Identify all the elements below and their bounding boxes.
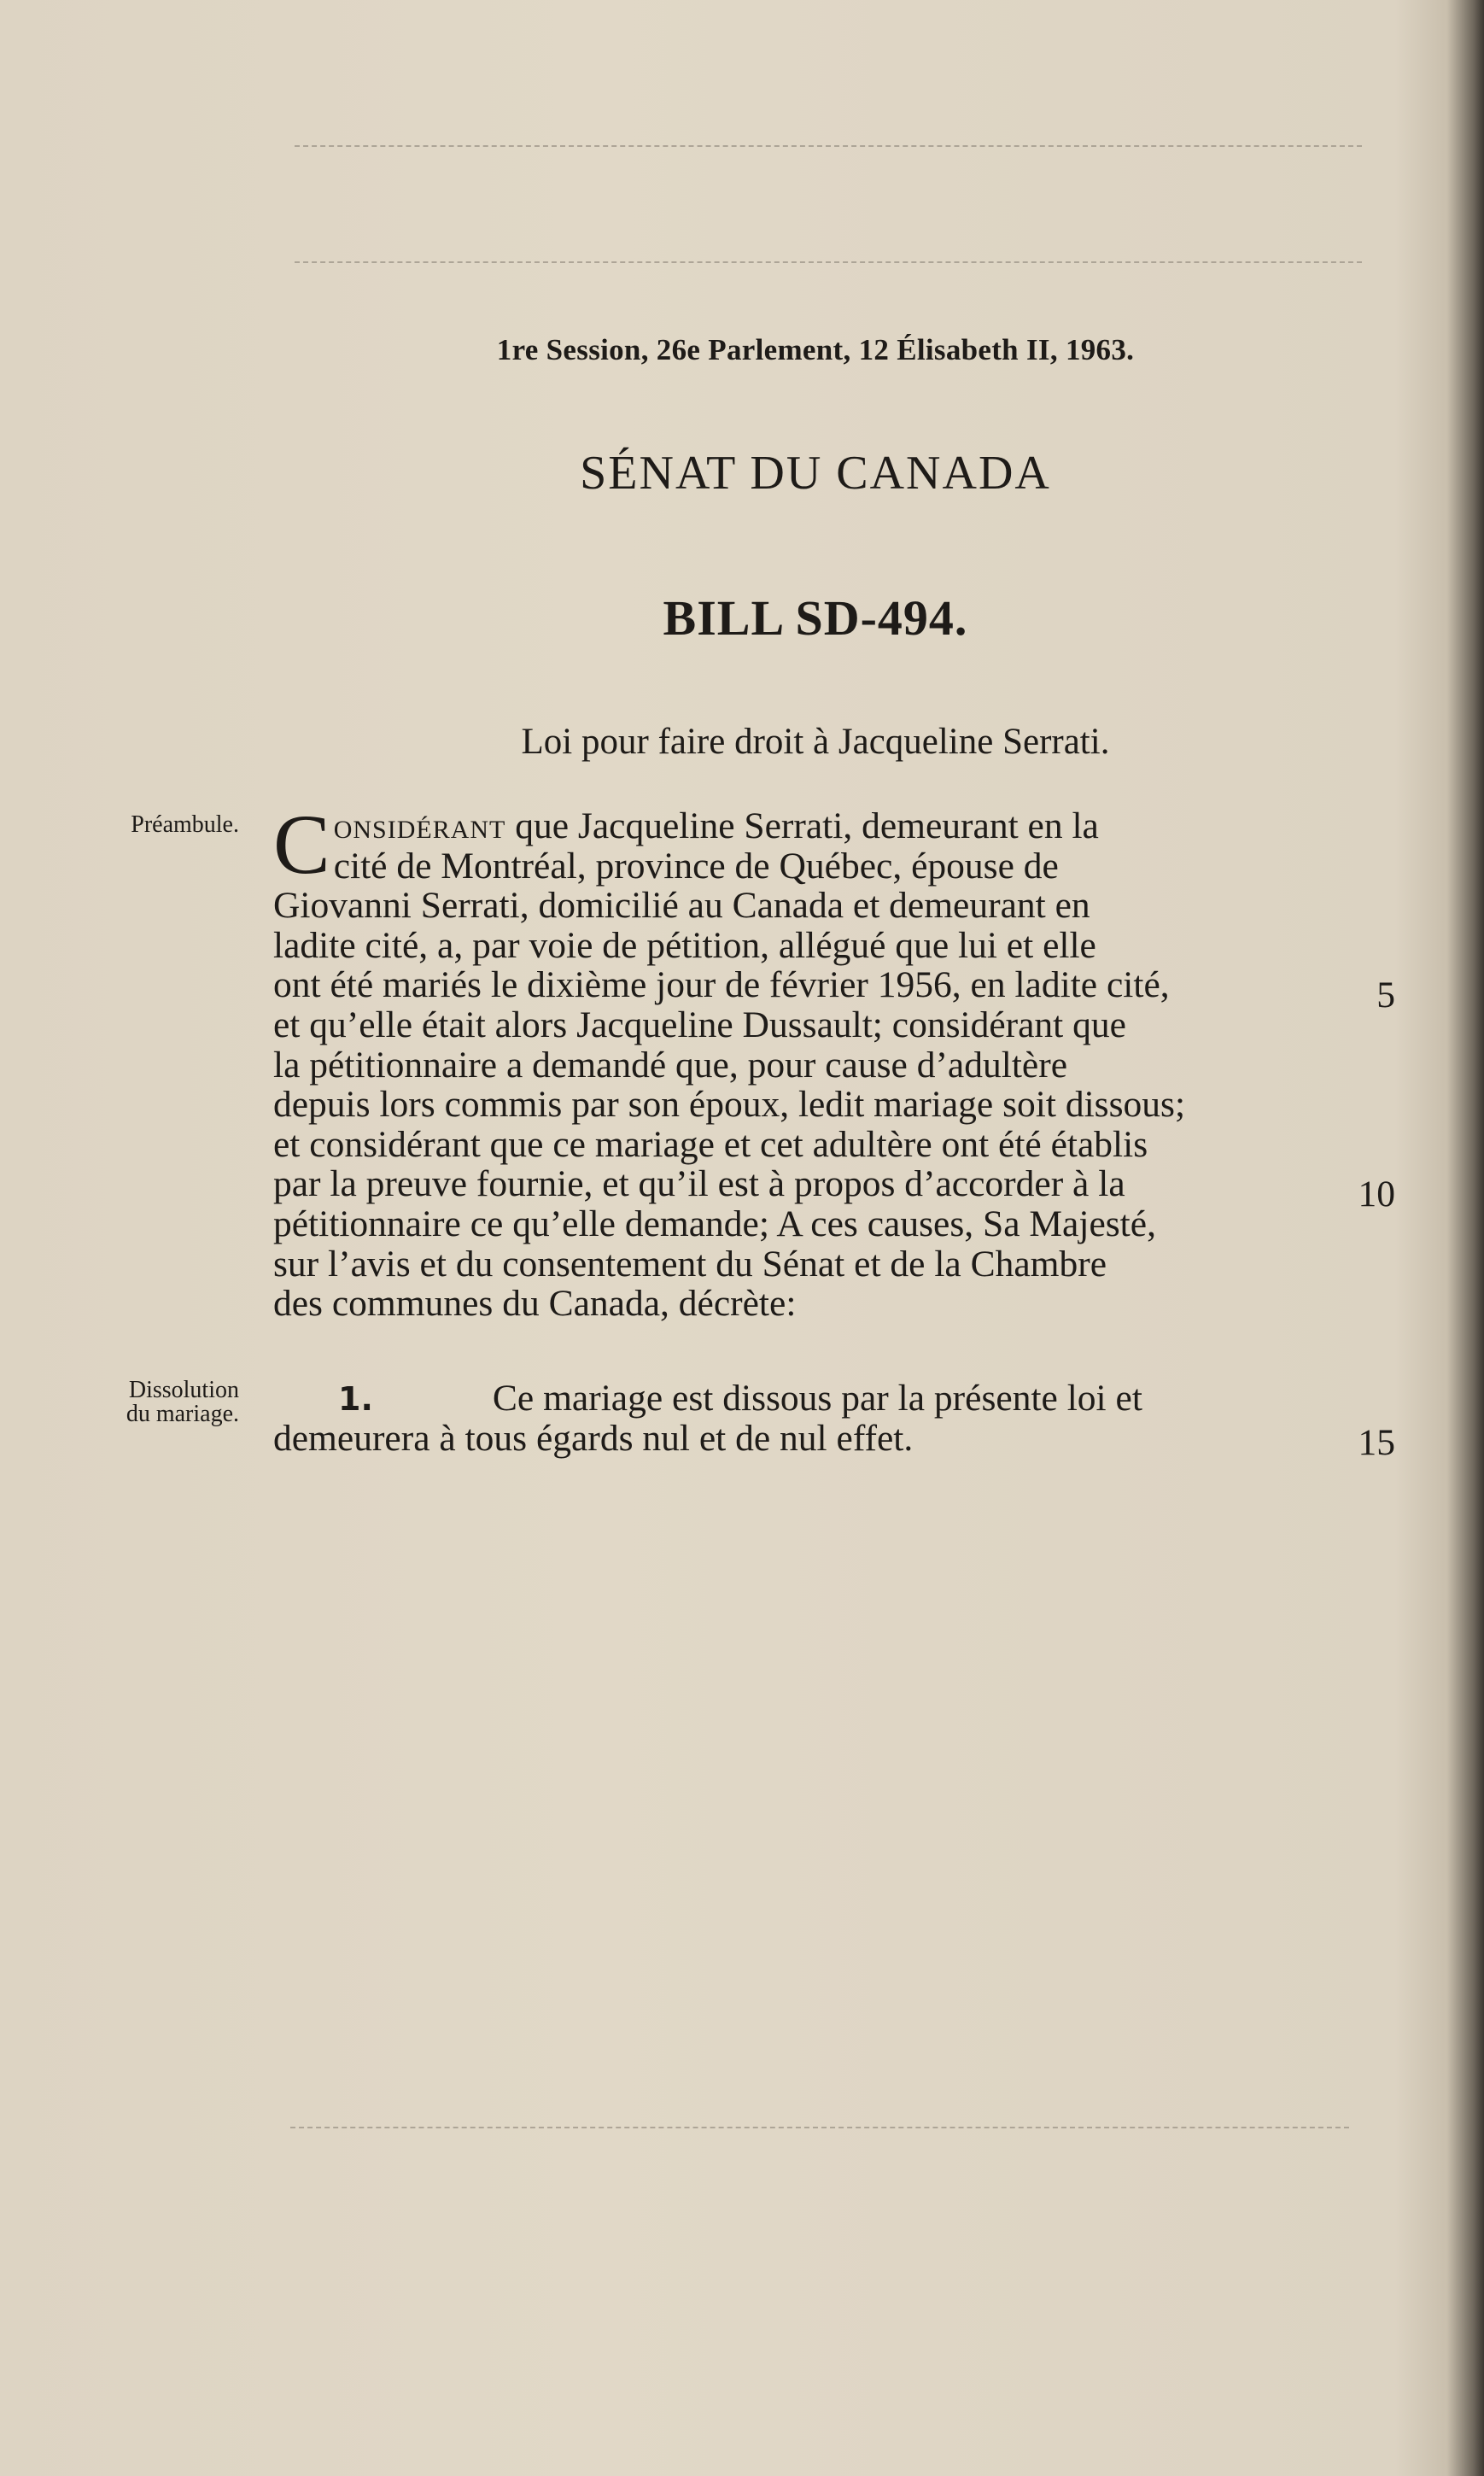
preamble-line-1-text: que Jacqueline Serrati, demeurant en la [505,805,1099,846]
bottom-rule [290,2127,1349,2128]
top-rule-lower [295,261,1362,263]
preamble-line-6: et qu’elle était alors Jacqueline Dussault; considérant que [273,1004,1126,1045]
preamble-line-11: pétitionnaire ce qu’elle demande; A ces causes, Sa Majesté, [273,1203,1156,1244]
preamble-paragraph [273,797,1341,1325]
preamble-small-caps: onsidérant [333,805,506,846]
section-1 [273,1378,1341,1458]
line-number-10: 10 [1358,1174,1395,1215]
preamble-line-1 [273,806,1341,846]
margin-note-dissolution [17,1378,239,1426]
section-1-line-2: demeurera à tous égards nul et de nul effet. [273,1417,914,1459]
line-number-15: 15 [1358,1422,1395,1463]
preamble-line-2: cité de Montréal, province de Québec, épouse de [333,845,1059,887]
drop-cap: C [273,797,330,892]
margin-note-preamble [17,813,239,837]
top-rule-upper [295,145,1362,147]
session-line: 1re Session, 26e Parlement, 12 Élisabeth II, 1963. [496,333,1135,366]
margin-note-dissolution-line-1: Dissolution [128,1377,239,1403]
margin-note-preamble-text: Préambule. [131,811,239,838]
preamble-line-10: par la preuve fournie, et qu’il est à propos d’accorder à la [273,1163,1125,1205]
bill-short-title: Loi pour faire droit à Jacqueline Serrati. [521,722,1110,762]
line-number-5: 5 [1376,975,1395,1016]
preamble-line-4: ladite cité, a, par voie de pétition, allégué que lui et elle [273,924,1096,966]
preamble-line-3: Giovanni Serrati, domicilié au Canada et demeurant en [273,885,1090,927]
section-1-line-1-text: Ce mariage est dissous par la présente loi et [492,1378,1142,1419]
preamble-line-5: ont été mariés le dixième jour de février 1956, en ladite cité, [273,964,1170,1006]
institution-title: SÉNAT DU CANADA [580,447,1051,500]
bill-number: BILL SD-494. [663,590,968,646]
section-1-number: 1. [338,1380,373,1418]
preamble-line-13: des communes du Canada, décrète: [273,1283,797,1325]
margin-note-dissolution-line-2: du mariage. [126,1401,239,1427]
preamble-line-9: et considérant que ce mariage et cet adultère ont été établis [273,1123,1148,1165]
section-1-line-1 [273,1378,1341,1419]
preamble-line-12: sur l’avis et du consentement du Sénat et de la Chambre [273,1243,1107,1285]
preamble-line-7: la pétitionnaire a demandé que, pour cause d’adultère [273,1044,1068,1086]
preamble-line-8: depuis lors commis par son époux, ledit mariage soit dissous; [273,1084,1186,1126]
